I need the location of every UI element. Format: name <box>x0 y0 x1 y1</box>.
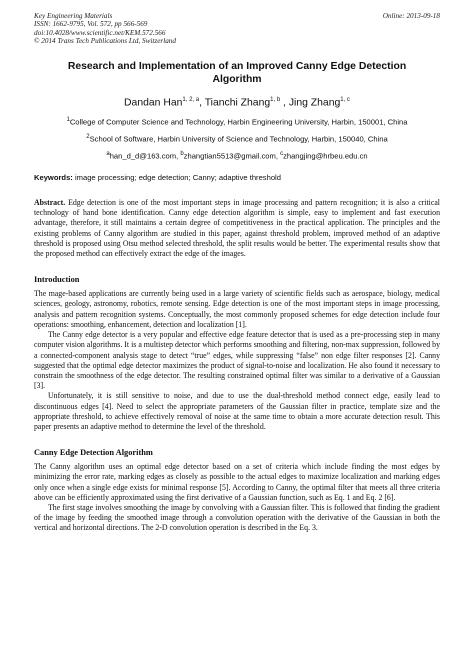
email-superscript: a <box>106 151 110 158</box>
journal-info <box>34 12 334 46</box>
author-name: Tianchi Zhang <box>204 97 271 109</box>
introduction-section <box>34 289 440 432</box>
affiliation-superscript: 1 <box>66 117 70 124</box>
author-superscript: 1, c <box>340 96 350 103</box>
email-link[interactable]: zhangjing@hrbeu.edu.cn <box>283 151 368 161</box>
affiliation-superscript: 2 <box>86 134 90 141</box>
affiliation-text: College of Computer Science and Technology, Harbin Engineering University, Harbin, 150001, China <box>69 117 408 127</box>
author-list: Dandan Han$^{1, 2, a}$, Tianchi Zhang$^{1, b}$ , Jing Zhang$^{1, c}$ <box>124 96 350 109</box>
journal-header <box>34 12 440 46</box>
affiliation-text: School of Software, Harbin University of Science and Technology, Harbin, 150040, China <box>89 134 388 144</box>
paragraph: The mage-based applications are currently being used in a large variety of scientific fields such as aerospace, biology, medical sciences, geology, astronomy, robotics, remote sensing. Edge detection is one of the most important steps in image processing, analysis and pattern recognition systems. Conceptually, the most commonly proposed schemes for edge detection include four operations: smoothing, enhancement, detection and localization [1]. <box>34 289 440 329</box>
canny-section <box>34 462 440 533</box>
affiliation <box>34 116 440 127</box>
paragraph: Unfortunately, it is still sensitive to noise, and due to use the dual-threshold method connect edge, easily lead to discontinuous edges [4]. Need to select the appropriate parameters of the Gaussian filter in practice, template size and the appropriate threshold, to achieve effectively removal of noise at the same time to obtain a more accurate detection result. This paper presents an adaptive method to determine the level of the threshold. <box>34 391 440 431</box>
author-name: Dandan Han <box>124 97 183 109</box>
journal-doi: doi:10.4028/www.scientific.net/KEM.572.566 <box>34 28 166 37</box>
keywords <box>34 173 440 183</box>
online-date: Online: 2013-09-18 <box>382 12 440 20</box>
affiliation <box>34 133 440 144</box>
email-link[interactable]: han_d_d@163.com <box>109 151 177 161</box>
abstract <box>34 198 440 259</box>
paragraph: The Canny algorithm uses an optimal edge detector based on a set of criteria which include finding the most edges by minimizing the error rate, marking edges as closely as possible to the actual edges to maximize localization and marking edges only once when a single edge exists for minimal response [5]. According to Canny, the optimal filter that meets all three criteria above can be efficiently approximated using the first derivative of a Gaussian function, such as Eq. 1 and Eq. 2 [6]. <box>34 462 440 502</box>
abstract-label: Abstract. <box>34 198 66 208</box>
paragraph: The Canny edge detector is a very popular and effective edge feature detector that is used as a pre-processing step in many computer vision algorithms. It is a multistep detector which performs smoothing and filtering, non-max suppression, followed by a connected-component analysis stage to detect “true” edges, while suppressing “false” non edge filter responses [2]. Canny suggested that the optimal edge detector maximizes the product of signal-to-noise and localization. He also found it necessary to constrain the smoothness of the edge detector. The resulting constrained optimal filter was similar to a derivative of a Gaussian [3]. <box>34 330 440 391</box>
author-superscript: 1, 2, a <box>182 96 200 103</box>
author-superscript: 1, b <box>270 96 281 103</box>
keywords-label: Keywords: <box>34 173 73 183</box>
email-link[interactable]: zhangtian5513@gmail.com <box>183 151 276 161</box>
abstract-text: Edge detection is one of the most important steps in image processing and pattern recognition; it is also a critical technology of hand bone identification. Canny edge detection algorithm is simple, easy to implement and fast execution advantage, therefore, it still maintains a certain degree of competitiveness in the practical application. The principles and the existing problems of Canny algorithm are studied in this paper, against threshold problem, improved method of an adaptive threshold is proposed using Otsu method selected threshold, the split results would be better. The experimental results show that the proposed method can effectively extract the edge of the images. <box>34 198 440 259</box>
journal-name: Key Engineering Materials <box>34 12 113 20</box>
author-name: Jing Zhang <box>288 97 341 109</box>
email-superscript: c <box>280 151 284 158</box>
email-superscript: b <box>180 151 184 158</box>
journal-issn: ISSN: 1662-9795, Vol. 572, pp 566-569 <box>34 20 148 29</box>
section-heading-canny: Canny Edge Detection Algorithm <box>34 448 153 458</box>
email-list: $^a$han_d_d@163.com, $^b$zhangtian5513@gmail.com, $^c$zhangjing@hrbeu.edu.cn <box>106 151 368 161</box>
section-heading-introduction: Introduction <box>34 275 80 285</box>
keywords-text: image processing; edge detection; Canny; adaptive threshold <box>74 173 281 183</box>
journal-copyright: © 2014 Trans Tech Publications Ltd, Switzerland <box>34 37 176 46</box>
paper-title: Research and Implementation of an Improved Canny Edge Detection Algorithm <box>67 60 407 85</box>
paragraph: The first stage involves smoothing the image by convolving with a Gaussian filter. This is followed that finding the gradient of the image by feeding the smoothed image through a convolution operation with the derivative of the Gaussian in both the vertical and horizontal directions. The 2-D convolution operation is described in the Eq. 3. <box>34 502 440 533</box>
